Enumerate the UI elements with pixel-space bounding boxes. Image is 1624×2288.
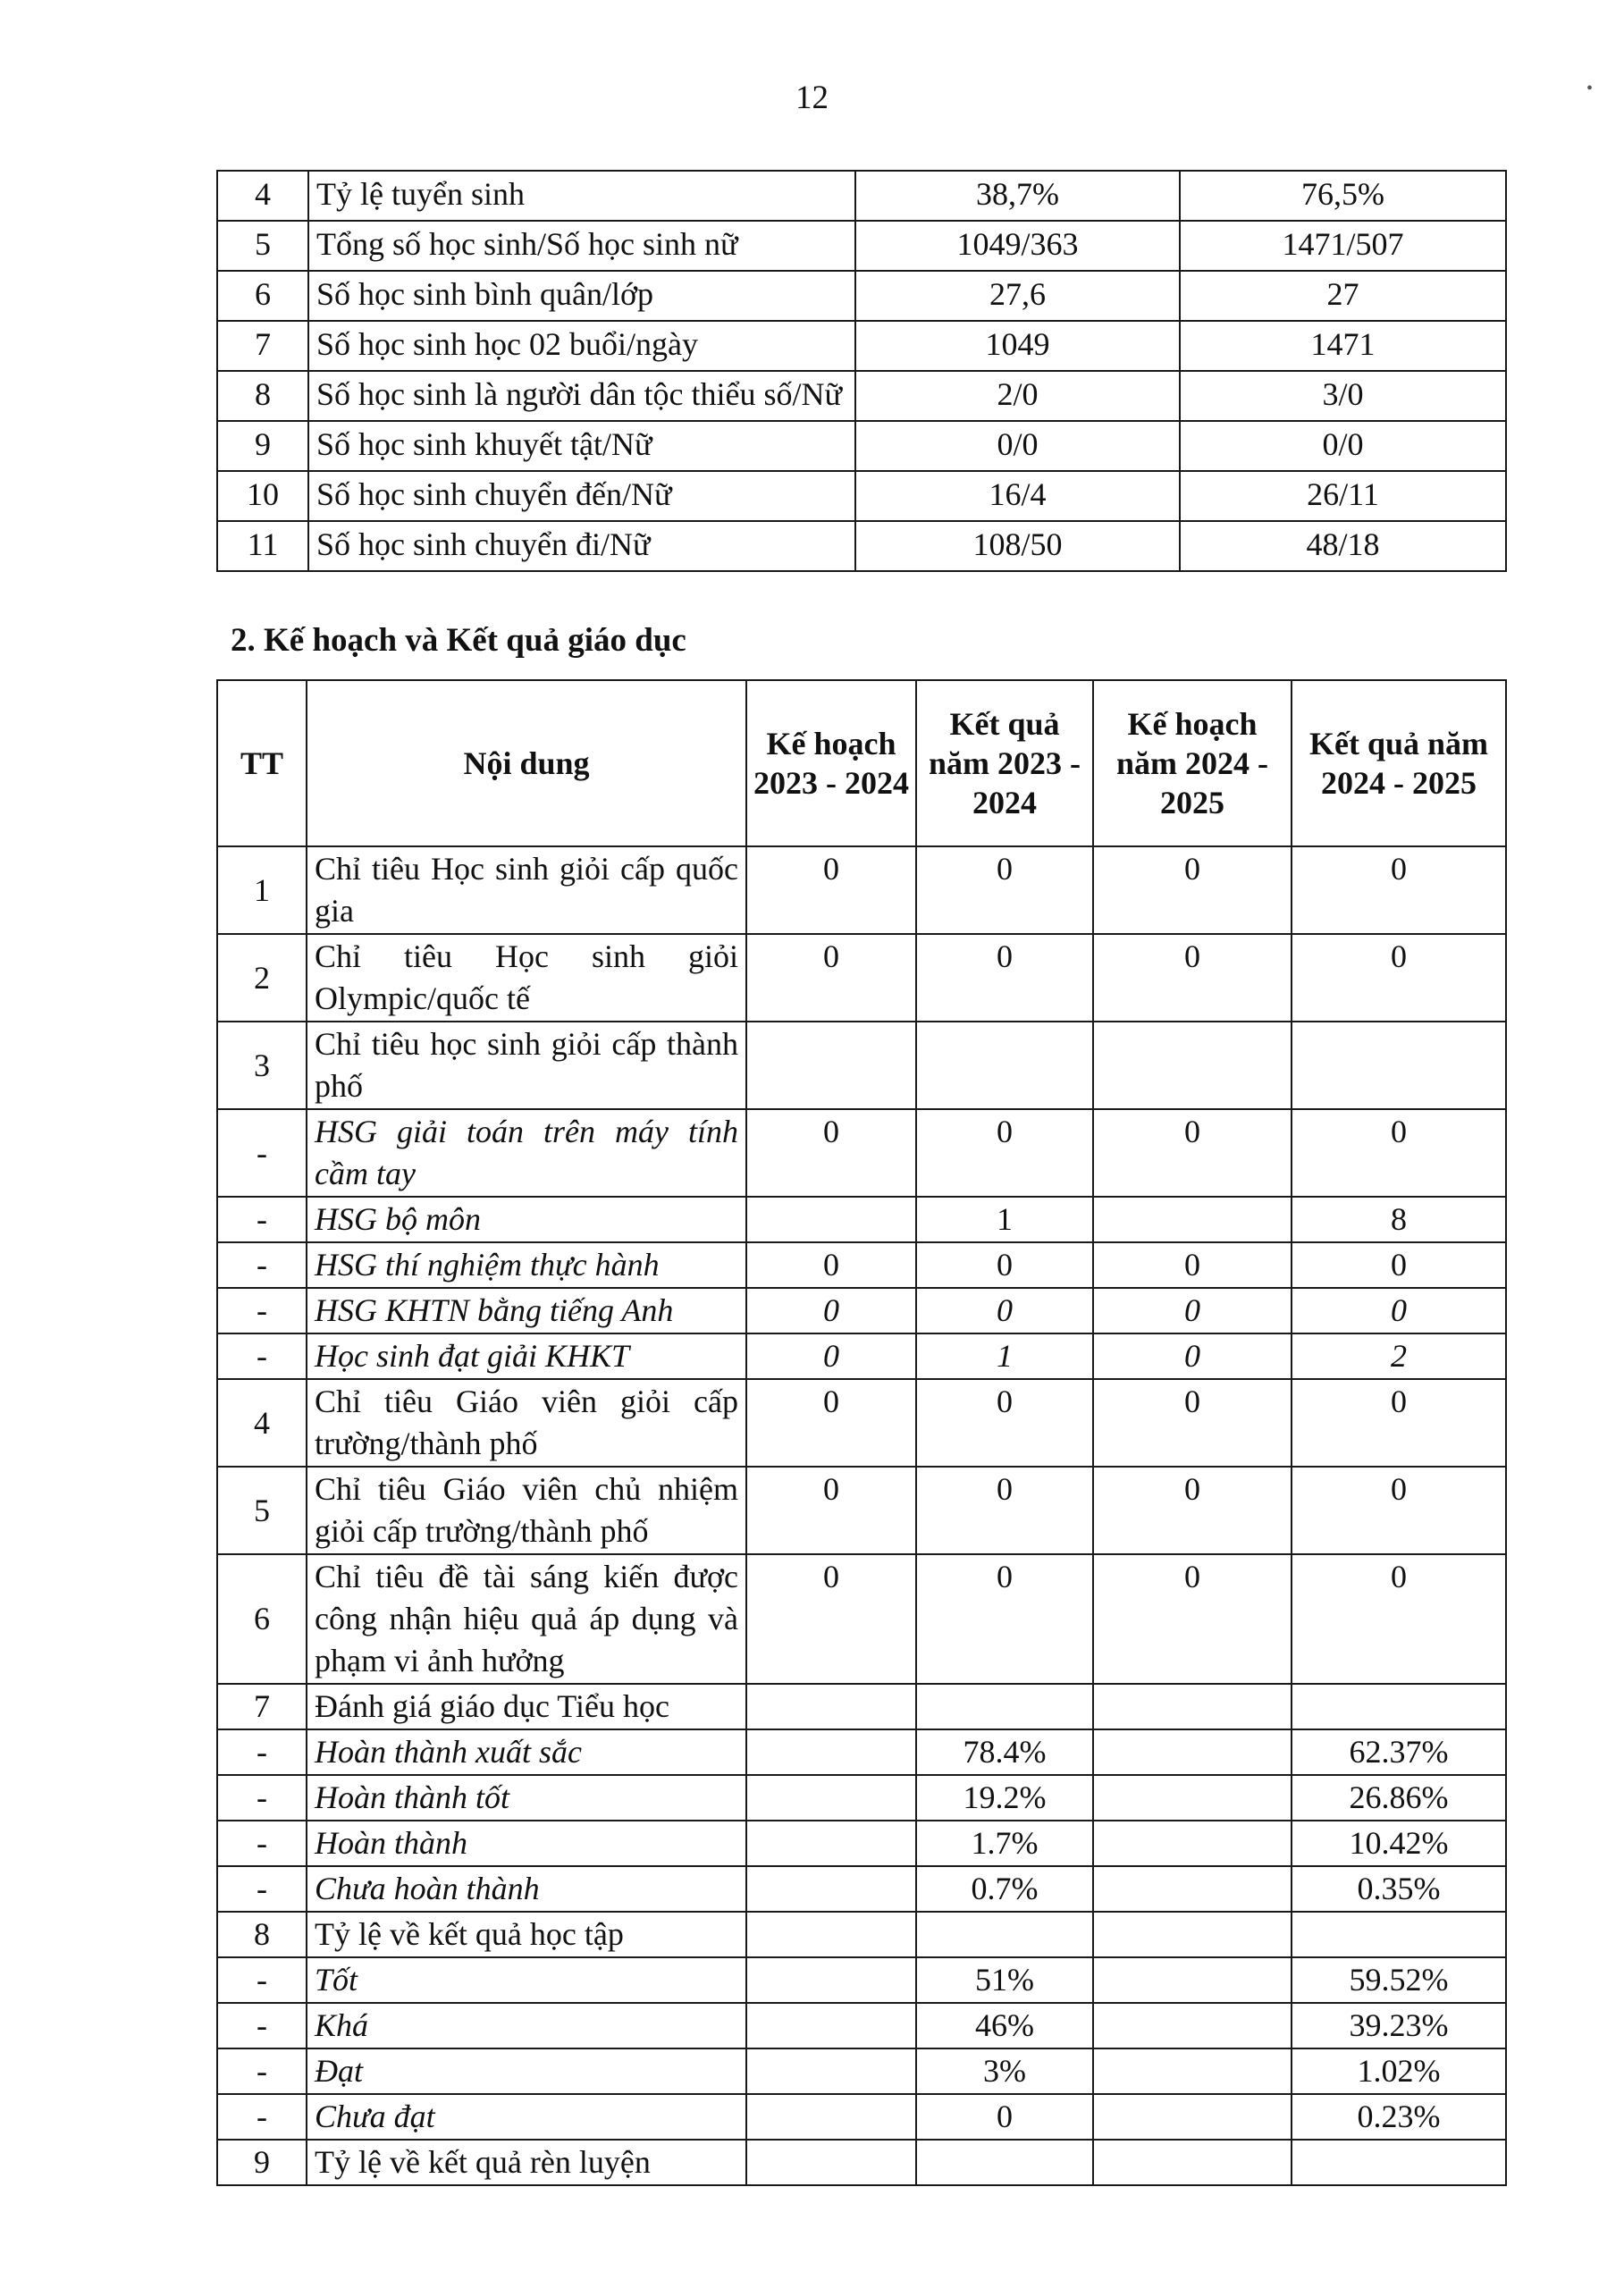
row-number: 11	[217, 521, 308, 571]
value-result-2024-2025	[1292, 1684, 1506, 1729]
value-result-2024-2025	[1292, 2140, 1506, 2185]
row-number: -	[217, 1333, 307, 1379]
table-row	[217, 1467, 1506, 1554]
value-result-2024-2025	[1292, 1912, 1506, 1957]
row-label: Số học sinh bình quân/lớp	[308, 271, 855, 321]
value-plan-2024-2025	[1093, 1821, 1292, 1866]
value-plan-2023-2024	[746, 2003, 916, 2048]
value-plan-2023-2024	[746, 1775, 916, 1821]
value-plan-2023-2024: 0	[746, 934, 916, 1022]
table-row	[217, 1333, 1506, 1379]
row-number: 10	[217, 471, 308, 521]
row-number: -	[217, 2048, 307, 2094]
value-result-2024-2025	[1292, 1022, 1506, 1109]
value-plan-2024-2025: 0	[1093, 1242, 1292, 1288]
value-plan-2024-2025	[1093, 1197, 1292, 1242]
value-result-2024-2025: 10.42%	[1292, 1821, 1506, 1866]
value-plan-2024-2025: 0	[1093, 1109, 1292, 1197]
row-number: 6	[217, 1554, 307, 1684]
value-2024-2025: 1471/507	[1180, 221, 1506, 271]
value-result-2024-2025: 2	[1292, 1333, 1506, 1379]
row-content: Đạt	[307, 2048, 746, 2094]
value-plan-2023-2024: 0	[746, 1333, 916, 1379]
value-result-2024-2025: 1.02%	[1292, 2048, 1506, 2094]
value-plan-2023-2024	[746, 1957, 916, 2003]
table-row	[217, 1554, 1506, 1684]
table-row	[217, 2048, 1506, 2094]
row-number: 9	[217, 2140, 307, 2185]
row-number: -	[217, 1957, 307, 2003]
value-2023-2024: 38,7%	[855, 171, 1180, 221]
table-row	[217, 1684, 1506, 1729]
row-number: -	[217, 1109, 307, 1197]
value-plan-2024-2025	[1093, 1912, 1292, 1957]
header-content: Nội dung	[307, 680, 746, 846]
value-2024-2025: 76,5%	[1180, 171, 1506, 221]
value-plan-2023-2024	[746, 1684, 916, 1729]
row-number: 7	[217, 1684, 307, 1729]
value-result-2023-2024: 0	[916, 1554, 1093, 1684]
value-2023-2024: 16/4	[855, 471, 1180, 521]
value-result-2024-2025: 62.37%	[1292, 1729, 1506, 1775]
value-plan-2023-2024	[746, 1022, 916, 1109]
value-plan-2023-2024: 0	[746, 1554, 916, 1684]
row-label: Số học sinh chuyển đến/Nữ	[308, 471, 855, 521]
table-row	[217, 846, 1506, 934]
row-content: HSG thí nghiệm thực hành	[307, 1242, 746, 1288]
value-plan-2024-2025: 0	[1093, 1554, 1292, 1684]
table-row	[217, 1912, 1506, 1957]
value-result-2024-2025: 0.35%	[1292, 1866, 1506, 1912]
value-plan-2023-2024: 0	[746, 1242, 916, 1288]
value-2023-2024: 108/50	[855, 521, 1180, 571]
table-row	[217, 1729, 1506, 1775]
value-plan-2023-2024	[746, 1866, 916, 1912]
table-row	[217, 171, 1506, 221]
table-row	[217, 1957, 1506, 2003]
table-row	[217, 521, 1506, 571]
value-2024-2025: 26/11	[1180, 471, 1506, 521]
value-result-2024-2025: 0.23%	[1292, 2094, 1506, 2140]
value-result-2024-2025: 0	[1292, 1109, 1506, 1197]
value-result-2023-2024: 0	[916, 934, 1093, 1022]
table-row	[217, 2140, 1506, 2185]
header-result-2024-2025: Kết quả năm 2024 - 2025	[1292, 680, 1506, 846]
page-number: 12	[795, 80, 829, 116]
row-content: Chỉ tiêu Giáo viên chủ nhiệm giỏi cấp trường/thành phố	[307, 1467, 746, 1554]
row-content: HSG bộ môn	[307, 1197, 746, 1242]
value-result-2024-2025: 8	[1292, 1197, 1506, 1242]
student-stats-table	[216, 170, 1507, 572]
row-content: HSG KHTN bằng tiếng Anh	[307, 1288, 746, 1333]
row-number: 1	[217, 846, 307, 934]
value-result-2023-2024: 0	[916, 1109, 1093, 1197]
row-content: Hoàn thành tốt	[307, 1775, 746, 1821]
table-row	[217, 1775, 1506, 1821]
value-result-2024-2025: 0	[1292, 934, 1506, 1022]
table-row	[217, 1197, 1506, 1242]
value-plan-2024-2025	[1093, 2140, 1292, 2185]
value-result-2023-2024: 0	[916, 1242, 1093, 1288]
row-number: 2	[217, 934, 307, 1022]
table-row	[217, 2003, 1506, 2048]
row-number: 3	[217, 1022, 307, 1109]
value-plan-2023-2024: 0	[746, 1288, 916, 1333]
table-row	[217, 1022, 1506, 1109]
value-2023-2024: 2/0	[855, 371, 1180, 421]
value-plan-2024-2025: 0	[1093, 846, 1292, 934]
row-number: 6	[217, 271, 308, 321]
value-result-2023-2024	[916, 1684, 1093, 1729]
row-content: Tỷ lệ về kết quả rèn luyện	[307, 2140, 746, 2185]
value-plan-2024-2025	[1093, 2094, 1292, 2140]
value-result-2023-2024: 0	[916, 1288, 1093, 1333]
table-row	[217, 321, 1506, 371]
row-content: Hoàn thành	[307, 1821, 746, 1866]
table-row	[217, 421, 1506, 471]
table-row	[217, 934, 1506, 1022]
value-result-2023-2024: 1	[916, 1333, 1093, 1379]
value-result-2024-2025: 59.52%	[1292, 1957, 1506, 2003]
value-plan-2024-2025	[1093, 2048, 1292, 2094]
table-row	[217, 1379, 1506, 1467]
value-2023-2024: 1049/363	[855, 221, 1180, 271]
row-number: -	[217, 1197, 307, 1242]
value-plan-2023-2024: 0	[746, 1109, 916, 1197]
header-row	[217, 680, 1506, 846]
row-content: Học sinh đạt giải KHKT	[307, 1333, 746, 1379]
table-row	[217, 1866, 1506, 1912]
value-result-2023-2024: 1	[916, 1197, 1093, 1242]
row-content: Hoàn thành xuất sắc	[307, 1729, 746, 1775]
row-number: -	[217, 1821, 307, 1866]
value-plan-2024-2025: 0	[1093, 1467, 1292, 1554]
value-plan-2024-2025	[1093, 1684, 1292, 1729]
row-content: Khá	[307, 2003, 746, 2048]
value-result-2024-2025: 39.23%	[1292, 2003, 1506, 2048]
value-plan-2024-2025: 0	[1093, 1379, 1292, 1467]
row-number: -	[217, 1775, 307, 1821]
row-number: 8	[217, 371, 308, 421]
row-number: -	[217, 2094, 307, 2140]
row-content: Chưa hoàn thành	[307, 1866, 746, 1912]
value-result-2024-2025: 0	[1292, 1554, 1506, 1684]
row-label: Số học sinh chuyển đi/Nữ	[308, 521, 855, 571]
table-row	[217, 1821, 1506, 1866]
value-result-2023-2024: 78.4%	[916, 1729, 1093, 1775]
header-plan-2023-2024: Kế hoạch 2023 - 2024	[746, 680, 916, 846]
value-plan-2023-2024	[746, 2094, 916, 2140]
row-number: -	[217, 2003, 307, 2048]
row-number: 7	[217, 321, 308, 371]
row-label: Tỷ lệ tuyển sinh	[308, 171, 855, 221]
value-result-2023-2024: 51%	[916, 1957, 1093, 2003]
row-content: Đánh giá giáo dục Tiểu học	[307, 1684, 746, 1729]
value-plan-2024-2025	[1093, 1022, 1292, 1109]
value-result-2023-2024	[916, 1022, 1093, 1109]
row-number: 4	[217, 171, 308, 221]
value-plan-2024-2025	[1093, 2003, 1292, 2048]
value-2024-2025: 1471	[1180, 321, 1506, 371]
value-2024-2025: 48/18	[1180, 521, 1506, 571]
value-result-2023-2024: 46%	[916, 2003, 1093, 2048]
value-result-2023-2024: 0.7%	[916, 1866, 1093, 1912]
table-row	[217, 1288, 1506, 1333]
value-result-2024-2025: 0	[1292, 846, 1506, 934]
row-content: HSG giải toán trên máy tính cầm tay	[307, 1109, 746, 1197]
value-plan-2024-2025	[1093, 1729, 1292, 1775]
value-plan-2023-2024: 0	[746, 1467, 916, 1554]
value-result-2023-2024	[916, 1912, 1093, 1957]
value-result-2023-2024: 1.7%	[916, 1821, 1093, 1866]
value-result-2024-2025: 0	[1292, 1242, 1506, 1288]
row-content: Chỉ tiêu Học sinh giỏi cấp quốc gia	[307, 846, 746, 934]
value-2024-2025: 0/0	[1180, 421, 1506, 471]
row-label: Tổng số học sinh/Số học sinh nữ	[308, 221, 855, 271]
row-number: -	[217, 1288, 307, 1333]
value-result-2023-2024: 0	[916, 2094, 1093, 2140]
row-content: Chỉ tiêu đề tài sáng kiến được công nhận hiệu quả áp dụng và phạm vi ảnh hưởng	[307, 1554, 746, 1684]
value-plan-2023-2024: 0	[746, 1379, 916, 1467]
value-plan-2023-2024	[746, 1912, 916, 1957]
value-plan-2023-2024	[746, 1821, 916, 1866]
header-plan-2024-2025: Kế hoạch năm 2024 - 2025	[1093, 680, 1292, 846]
value-plan-2024-2025: 0	[1093, 1288, 1292, 1333]
row-number: -	[217, 1729, 307, 1775]
row-content: Chưa đạt	[307, 2094, 746, 2140]
row-number: 5	[217, 221, 308, 271]
value-result-2024-2025: 0	[1292, 1379, 1506, 1467]
row-number: 4	[217, 1379, 307, 1467]
table-row	[217, 2094, 1506, 2140]
value-result-2023-2024: 0	[916, 1379, 1093, 1467]
table-row	[217, 1109, 1506, 1197]
table-row	[217, 371, 1506, 421]
value-result-2023-2024: 0	[916, 846, 1093, 934]
education-results-table	[216, 679, 1507, 2186]
table-row	[217, 1242, 1506, 1288]
row-number: 9	[217, 421, 308, 471]
row-number: 8	[217, 1912, 307, 1957]
value-result-2023-2024	[916, 2140, 1093, 2185]
value-2024-2025: 3/0	[1180, 371, 1506, 421]
row-number: 5	[217, 1467, 307, 1554]
row-content: Chỉ tiêu Giáo viên giỏi cấp trường/thành phố	[307, 1379, 746, 1467]
row-number: -	[217, 1242, 307, 1288]
value-2023-2024: 1049	[855, 321, 1180, 371]
row-label: Số học sinh khuyết tật/Nữ	[308, 421, 855, 471]
header-tt: TT	[217, 680, 307, 846]
value-plan-2024-2025	[1093, 1957, 1292, 2003]
value-result-2023-2024: 19.2%	[916, 1775, 1093, 1821]
row-content: Chỉ tiêu học sinh giỏi cấp thành phố	[307, 1022, 746, 1109]
value-plan-2024-2025: 0	[1093, 934, 1292, 1022]
value-plan-2023-2024: 0	[746, 846, 916, 934]
value-result-2024-2025: 26.86%	[1292, 1775, 1506, 1821]
scan-mark: •	[1586, 79, 1594, 98]
value-plan-2024-2025	[1093, 1775, 1292, 1821]
value-result-2024-2025: 0	[1292, 1467, 1506, 1554]
value-2023-2024: 0/0	[855, 421, 1180, 471]
section-heading: 2. Kế hoạch và Kết quả giáo dục	[231, 622, 686, 659]
value-2024-2025: 27	[1180, 271, 1506, 321]
row-label: Số học sinh học 02 buổi/ngày	[308, 321, 855, 371]
value-result-2023-2024: 0	[916, 1467, 1093, 1554]
value-result-2023-2024: 3%	[916, 2048, 1093, 2094]
table-row	[217, 471, 1506, 521]
value-plan-2023-2024	[746, 2048, 916, 2094]
value-2023-2024: 27,6	[855, 271, 1180, 321]
value-plan-2023-2024	[746, 1197, 916, 1242]
value-plan-2024-2025: 0	[1093, 1333, 1292, 1379]
table-row	[217, 271, 1506, 321]
row-content: Chỉ tiêu Học sinh giỏi Olympic/quốc tế	[307, 934, 746, 1022]
row-content: Tốt	[307, 1957, 746, 2003]
row-label: Số học sinh là người dân tộc thiểu số/Nữ	[308, 371, 855, 421]
value-plan-2023-2024	[746, 1729, 916, 1775]
row-number: -	[217, 1866, 307, 1912]
value-plan-2024-2025	[1093, 1866, 1292, 1912]
row-content: Tỷ lệ về kết quả học tập	[307, 1912, 746, 1957]
value-result-2024-2025: 0	[1292, 1288, 1506, 1333]
value-plan-2023-2024	[746, 2140, 916, 2185]
table-row	[217, 221, 1506, 271]
header-result-2023-2024: Kết quả năm 2023 - 2024	[916, 680, 1093, 846]
